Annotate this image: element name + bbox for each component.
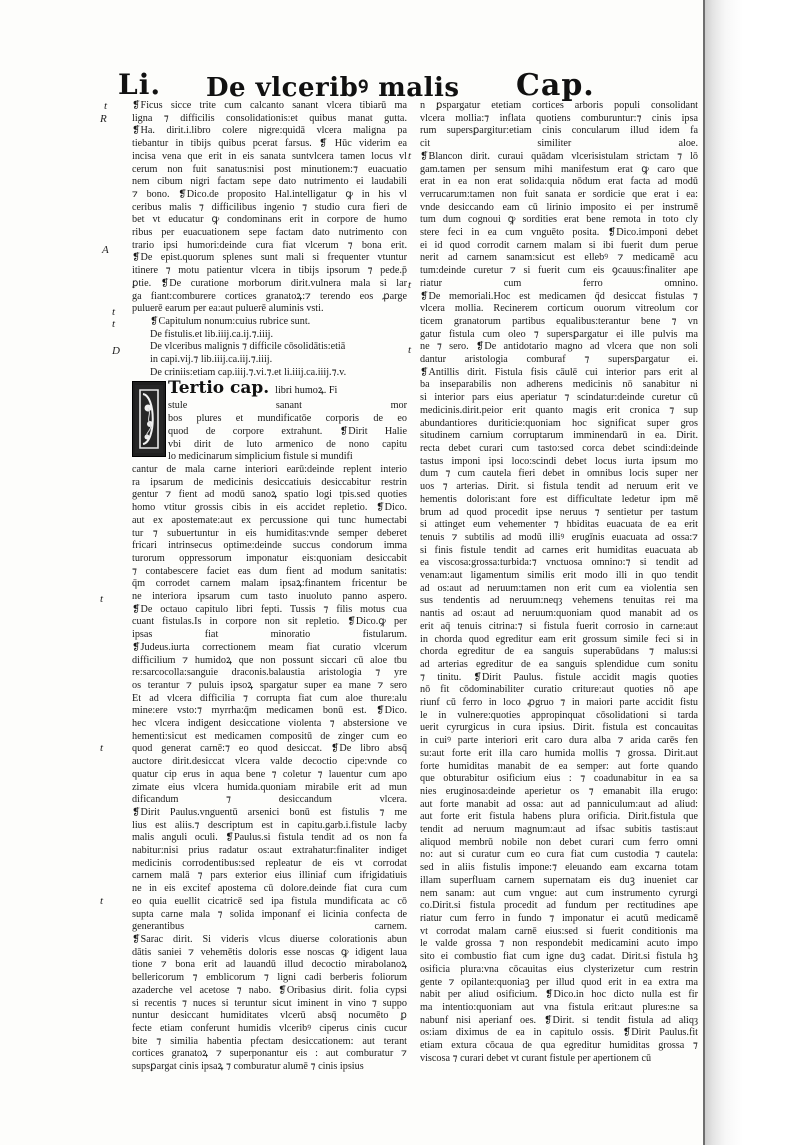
left-text-block-b [168,400,407,464]
text-line: ei id quod corrodit carnem malam si ibi fuerit dum perue [420,239,698,251]
text-line: chorda egreditur de ea sanguis superabūdans ⁊ malus:si [420,646,698,658]
text-line: viscosa ⁊ curari debet vt curant fistule per apertionem cū [420,1052,652,1064]
text-line: ❡Antillis dirit. Fistula fisis cāulē cui interior pars erit al [420,366,698,378]
text-line: illam superfluam carnem supernatam eis duꝫ inueniet car [420,874,698,886]
text-line: ne ⁊ sero. ❡De antidotario magno ad vlcera que non soli [420,341,698,353]
text-line: turorum oppressorum imponatur eis:quoniam desiccabit [132,552,407,564]
text-line: etiam extura cōcaua de qua egreditur humiditas grossa ⁊ [420,1040,698,1052]
text-line: co.Dirit.si fistula procedit ad fundum per rectitudines ape [420,900,698,912]
decorated-initial [132,381,166,457]
text-line: ❡Judeus.iurta correctionem meam fiat curatio vlcerum [132,641,407,653]
text-line: nō fit cōdominabiliter curatio criture:aut quoties nō ape [420,684,698,696]
text-line: puluerē earum per ea:aut puluerē aluminis vsti. [132,303,324,315]
text-line: rum supersꝑargitur:etiam cinis concularum illud idem fa [420,125,698,137]
text-line: ❡Blancon dirit. curaui quādam vlcerisistulam strictam ⁊ lō [420,150,698,162]
text-line: quod de corpore extrahunt. ❡Dirit Halie [168,425,407,437]
text-line: ipsas fiat minoratio fistularum. [132,629,407,641]
text-line: vbi dirit de luto armenico de nono capitu [168,438,407,450]
margin-mark: R [100,113,107,125]
text-line: ❡De memoriali.Hoc est medicamen q̄d desiccat fistulas ⁊ [420,290,698,302]
right-text-block [420,100,698,1065]
text-line: azaderche vel acetose ⁊ nabo. ❡Oribasius dirit. folia cypsi [132,984,407,996]
text-line: dificandum ⁊ desiccandum vlcera. [132,794,407,806]
text-line: le valde grossa ⁊ non respondebit medicamini acuto impo [420,938,698,950]
text-line: ad arterias egreditur de ea sanguis splendidue cum sonitu [420,658,698,670]
page-title: De vlceribꝰ malis [206,73,460,103]
text-line: ❡Sarac dirit. Si videris vlcus diuerse colorationis abun [132,934,407,945]
text-line: q̄m corrodet carnem malam ipsaꝝ:finantem fricentur be [132,578,407,590]
right-column [420,100,698,1065]
text-line: Et ad vlcera difficilia ⁊ corrupta fiat cum aloe thure:alu [132,692,407,704]
text-line: nabunf nisi aperianf oes. ❡Dirit. si tendit fistula ad aliqȝ [420,1014,698,1026]
margin-mark: t [100,895,104,907]
text-line: gentur ⁊ fient ad modū sanoꝝ spatio logi tpis.sed quoties [132,489,407,501]
text-line: os terantur ⁊ puluis ipsoꝝ spargatur super ea mane ⁊ sero [132,679,407,691]
text-line: cortices granatoꝝ ⁊ superponantur eis : aut comburatur ⁊ [132,1048,407,1060]
margin-mark: t [100,593,104,605]
folio-number: Li. [118,68,162,101]
text-line: sed in aliis fistulis impone:⁊ eleuando eam excarna totam [420,862,698,874]
text-line: tiebantur in tibijs quibus pcerat farsus. ❡ Hūc viderim ea [132,138,407,150]
text-line: tastus imponi ipsi loco:scindi debet locus iurta ipsum mo [420,455,698,467]
text-line: que obturabitur osificium eius : ⁊ coadunabitur in ea sa [420,773,698,785]
text-line: tum:deinde curetur ⁊ si fuerit cum eis ꝯcauus:finaliter ape [420,265,698,277]
text-line: uos ⁊ arterias. Dirit. si fistula tendit ad neruum erit ve [420,481,698,493]
text-line: re:sarcocolla:sanguie draconis.balaustia aristologia ⁊ yre [132,667,407,679]
text-line: ne in eis excitef apostema cū dolore.deinde fiat cura cum [132,883,407,895]
text-line: ❡Ficus sicce trite cum calcanto sanant vlcera tibiarū ma [132,100,407,111]
margin-mark: t [112,318,116,330]
text-line: hementi:sicut est medicamen compositū de zinger cum eo [132,730,407,742]
text-line: ꝑtie. ❡De curatione morborum dirit.vulnera mala si lar [132,277,407,289]
text-line: fecte etiam conferunt humidis vlceribꝰ ciperus cinis cucur [132,1022,407,1034]
text-line: ea viscosa:grossa:turbida:⁊ vnctuosa omnino:⁊ si tendit ad [420,557,698,569]
text-line: vlcera mollia:⁊ inflata quotiens comburuntur:⁊ cinis ipsa [420,112,698,124]
chapter-opening [132,379,407,464]
margin-mark: t [408,150,412,162]
text-line: vlcera mollia. Recinerem corticum ouorum vitreolum cor [420,303,698,315]
page-edge [703,0,705,1145]
text-line: ⁊ bono. ❡Dico.de proposito Hal.intelligatur ꝙ in his vl [132,188,407,200]
text-line: sus tendentis ad neruum:neqȝ vehemens tenuitas rei ma [420,595,698,607]
text-line: vnde desiccando eam cū lirinio imposito ei per instrumē [420,201,698,213]
text-line: si recentis ⁊ nuces si teruntur sicut iminent in vino ⁊ suppo [132,997,407,1009]
text-line: brum ad quod procedit ipse neruus ⁊ sentietur per tastum [420,506,698,518]
text-line: ad os:aut ad neruum:tamen non erit cum ea violentia sen [420,582,698,594]
text-line: ba inseparabilis non adherens medicinis nō sanabitur ni [420,379,698,391]
text-line: aut forte manabit ad ossa: aut ad panniculum:aut ad aliud: [420,798,698,810]
text-line: tione ⁊ bona erit ad lauandū illud decoctio mirabolanoꝝ [132,959,407,971]
rubric-line: ❡Capitulum nonum:cuius rubrice sunt. [150,315,311,327]
text-line: nuntur desiccant humiditates vlcerū absq̄ nocumēto ꝑ [132,1010,407,1022]
text-line: cit similiter aloe. [420,138,698,150]
text-line: malis anguli oculi. ❡Paulus.si fistula tendit ad os non fa [132,832,407,844]
text-line: cantur de mala carne interiori earū:deinde replent interio [132,463,407,475]
text-line: difficilium ⁊ humidoꝝ que non possunt siccari cū aloe tbu [132,654,407,666]
text-line: ligna ⁊ difficilis consolidationis:et quibus manat gutta. [132,112,407,124]
book-gutter [703,0,800,1145]
text-line: nerit ad carnem sanam:sicut est ellebꝰ ⁊ medicamē acu [420,252,698,264]
text-line: su:aut forte erit illa caro humida mollis ⁊ grossa. Dirit.aut [420,747,698,759]
text-line: hementis doloris:ant fore est difficultate ledetur ipm mē [420,493,698,505]
text-line: ❡De octauo capitulo libri fepti. Tussis ⁊ filis motus cua [132,603,407,615]
margin-mark: t [408,344,412,356]
text-line: supta carne mala ⁊ solida imponanf ei licinia confecta de [132,908,407,920]
text-line: tum dum cognoui ꝙ sordities erat bene remota in toto cly [420,214,698,226]
rubric-line: De fistulis.et lib.iiij.ca.ij.⁊.iiij. [150,328,274,340]
text-line: si attinget eum vehementer ⁊ h̄biditas euacuata de ea erit [420,519,698,531]
text-line: vt corrodat malam carnē eius:sed si fuerit conditionis ma [420,925,698,937]
text-line: stule sanant mor [168,400,407,412]
text-line: generantibus carnem. [132,921,407,933]
text-line: abundantiores duriticie:quoniam hoc significat super gros [420,417,698,429]
text-line: in cuiꝰ parte interiori erit caro dura alba ⁊ arida carēs fen [420,735,698,747]
text-line: ⁊ contabescere faciet eas dum fient ad modum sanitatis: [132,565,407,577]
left-column [132,100,407,1074]
text-line: gatur fistula cum oleo ⁊ supersꝑargatur ei ille pulvis ma [420,328,698,340]
running-head-cap: Cap. [516,68,595,103]
text-line: stere feci in ea cum vnguēto posita. ❡Dico.imponi debet [420,227,698,239]
margin-mark: t [104,100,108,112]
text-line: erat in ea non erat solida:quia nōdum erat facta ad modū [420,176,698,188]
left-text-block-a [132,100,407,316]
text-line: bos plures et mundificatōe corporis de eo [168,413,407,425]
text-line: no: aut si curatur cum eo cura fiat cum custodia ⁊ cautela: [420,849,698,861]
text-line: fricari intrinsecus optime:deinde succus condorum imma [132,540,407,552]
text-line: mine:ere vsto:⁊ myrrha:q̄m medicamen bonū est. ❡Dico. [132,705,407,717]
text-line: quatur cip erus in aqua bene ⁊ coletur ⁊ lauentur cum apo [132,768,407,780]
text-line: tenuis ⁊ subtilis ad modū illiꝰ erugīnis euacuata ad ossa:⁊ [420,531,698,543]
text-line: ❡Dirit Paulus.vnguentū arsenici bonū est fistulis ⁊ me [132,806,407,818]
text-line: trario ipsi humori:deinde cura fiat vlcerum ⁊ bona erit. [132,239,407,251]
floral-initial-ornament [134,384,164,454]
text-line: dum ⁊ cum cautela fieri debet in omnibus locis super ner [420,468,698,480]
text-line: riatur cum ferro omnino. [420,277,698,289]
text-line: uerit cyrurgicus in cura ipsius. Dirit. fistula est concauitas [420,722,698,734]
text-line: ne interiora ipsarum cum tasto inuoluto panno aspero. [132,591,407,603]
text-line: nantis ad os:aut ad neruum:quoniam quod manabit ad os [420,608,698,620]
text-line: bellericorum ⁊ emblicorum ⁊ ligni cadi berberis foliorum [132,972,407,984]
text-line: aliquod membrū nobile non debet curari cum ferro omni [420,836,698,848]
text-line: aut forte erit fistula habens plura orificia. Dirit.fistula que [420,811,698,823]
text-line: auctore dirit.desiccat vlcera valde decoctio cipe:vnde co [132,756,407,768]
text-line: nem sanam: aut cum vngue: aut cum instrumento cyrurgi [420,887,698,899]
text-line: situdinem carnium corruptarum imminendarū in ea. Dirit. [420,430,698,442]
text-line: lo medicinarum simplicium fistule si mundifi [168,451,353,463]
text-line: os:iam diximus de ea in capitulo ossis. ❡Dirit Paulus.fit [420,1027,698,1039]
text-line: riatur cum ferro in fundo ⁊ imponatur ei acutū medicamē [420,913,698,924]
text-line: aut ex apostemate:aut ex percussione qui tunc humectabi [132,514,407,526]
text-line: itinere ⁊ motu patientur vlcera in tibijs ipsorum ⁊ pede.p̄ [132,265,407,277]
text-line: incisa vena que erit in eis sanata suntvlcera tamen locus vl [132,150,407,162]
text-line: ceribus malis ⁊ difficilibus ingenio ⁊ studio cura fieri de [132,201,407,213]
text-line: tur ⁊ subuertuntur in eis humiditas:vnde semper deberet [132,527,407,539]
text-line: nies eruginosa:deinde aperietur os ⁊ emanabit illa erugo: [420,785,698,797]
text-line: tendit ad neruum magnum:aut ad ifsac subitis tastis:aut [420,824,698,836]
text-line: ❡Ha. dirit.i.libro colere nigre:quidā vlcera maligna pa [132,125,407,137]
text-line: osificia plura:vna cōcauitas eius clysterizetur cum restrin [420,963,698,975]
text-line: ma intentio:quoniam aut vna fistula erit:aut plures:ne sa [420,1001,698,1013]
text-line: n ꝑspargatur etetiam cortices arboris populi consolidant [420,100,698,111]
text-line: bet vt educatur ꝙ condominans erit in corpore de humo [132,214,407,226]
text-line: dantur aristologia comburaf ⁊ supersꝑargatur ei. [420,354,698,366]
text-line: verrucarum:tamen non fuit sanata er sordicie que erat i ea: [420,188,698,200]
text-line: dātis saniei ⁊ vehemētis doloris esse noscas ꝙ idigent laua [132,946,407,958]
text-line: hec vlcera indigent desiccatione violenta ⁊ abstersione ve [132,718,407,730]
margin-mark: t [100,742,104,754]
text-line: nem cibum nigri factam sepe dato nutrimento ei laudabili [132,176,407,188]
text-line: forte humiditas manabit de ea semper: aut forte quando [420,760,698,772]
text-line: eo quia euellit cicatricē sed ipa fistula mundificata ac cō [132,895,407,907]
rubric-line: De criniis:etiam cap.iiij.⁊.vi.⁊.et li.iiij.ca.iiij.⁊.v. [150,366,347,378]
text-line: nabit per aliud osificium. ❡Dico.in hoc dicto nulla est fir [420,989,698,1001]
text-line: cerum non fuit sanatus:nisi post minutionem:⁊ euacuatio [132,163,407,175]
text-line: medicinis.dirit.peior erit quanto magis erit cronica ⁊ sup [420,404,698,416]
margin-mark: t [112,306,116,318]
text-line: venam:aut ligamentum similis erit modo illi in quo tendit [420,570,698,582]
text-line: lius est aliis.⁊ descriptum est in capitu.garb.i.fistule lacby [132,819,407,831]
text-line: ra ipsarum de medicinis desiccatiuis desiccabitur restrin [132,476,407,488]
margin-mark: D [112,345,120,357]
text-line: recta debet curari cum tasto:sed corca debet scindi:deinde [420,442,698,454]
text-line: ticem granatorum partibus equalibus:terantur bene ⁊ vn [420,315,698,327]
rubric-line: in capi.vij.⁊ lib.iiij.ca.iij.⁊.iiij. [150,354,273,366]
text-line: ga fiant:comburere cortices granatoꝝ:⁊ terendo eos ꝓarge [132,290,407,302]
text-line: si interior pars eius aperiatur ⁊ scindatur:deinde curetur cū [420,392,698,404]
text-line: ❡De epist.quorum splenes sunt mali si frequenter vtuntur [132,252,407,264]
text-line: gente ⁊ opilante:quoniaꝫ per illud quod erit in ea extra ma [420,976,698,988]
text-line: nabitur:nisi prius radatur os:aut extrahatur:finaliter indiget [132,845,407,857]
text-line: carnem malā ⁊ pars exterior eius illiniaf cum ifrigidatiuis [132,870,407,882]
chapter-heading: Tertio cap. libri humoꝝ. Fi [168,378,338,399]
text-line: supsꝑargat cinis ipsaꝝ ⁊ comburatur alumē ⁊ cinis ipsius [132,1061,364,1073]
text-line: cuant fistulas.Is in corpore non sit repletio. ❡Dico.ꝙ per [132,616,407,628]
text-line: si finis fistule tendit ad carnes erit humiditas euacuata ab [420,544,698,556]
text-line: ⁊ tinitu. ❡Dirit Paulus. fistule accidit magis quoties [420,671,698,683]
text-line: riunf cū ferro in loco ꝓgruo ⁊ in maiori parte accidit fistu [420,697,698,709]
text-line: in chorda quod egreditur eam erit grossum simile feci si in [420,633,698,645]
text-line: zimate eius vlcera humida.quoniam mirabile erit ad mun [132,781,407,793]
text-line: bite ⁊ similia habentia pfectam desiccationem: aut terant [132,1035,407,1047]
text-line: quod generat carnē:⁊ eo quod desiccat. ❡De libro absq̄ [132,743,407,755]
text-line: sito ei combustio fiat cum igne duꝫ cadat. Dirit.si fistula hꝫ [420,951,698,963]
left-text-block-c [132,464,407,1074]
margin-mark: t [408,279,412,291]
margin-mark: A [102,244,109,256]
rubric-line: De vlceribus malignis ⁊ difficile cōsolidātis:etiā [150,341,346,353]
text-line: medicinis corrodentibus:sed repleatur de eis vt corrodat [132,857,407,869]
chapter-rubrics [132,316,407,380]
text-line: gam.tamen per sensum mihi manifestum erat ꝙ caro que [420,163,698,175]
text-line: erit aq̄ tenuis citrina:⁊ si fistula fuerit corrosio in carne:aut [420,620,698,632]
text-line: ribus per euacuationem sepe factam dato nutrimento con [132,227,407,239]
text-line: le in vulnere:quoties appropinquat cōsolidationi si tarda [420,709,698,721]
text-line: homo vtitur grossis cibis in eis accidet repletio. ❡Dico. [132,502,407,514]
